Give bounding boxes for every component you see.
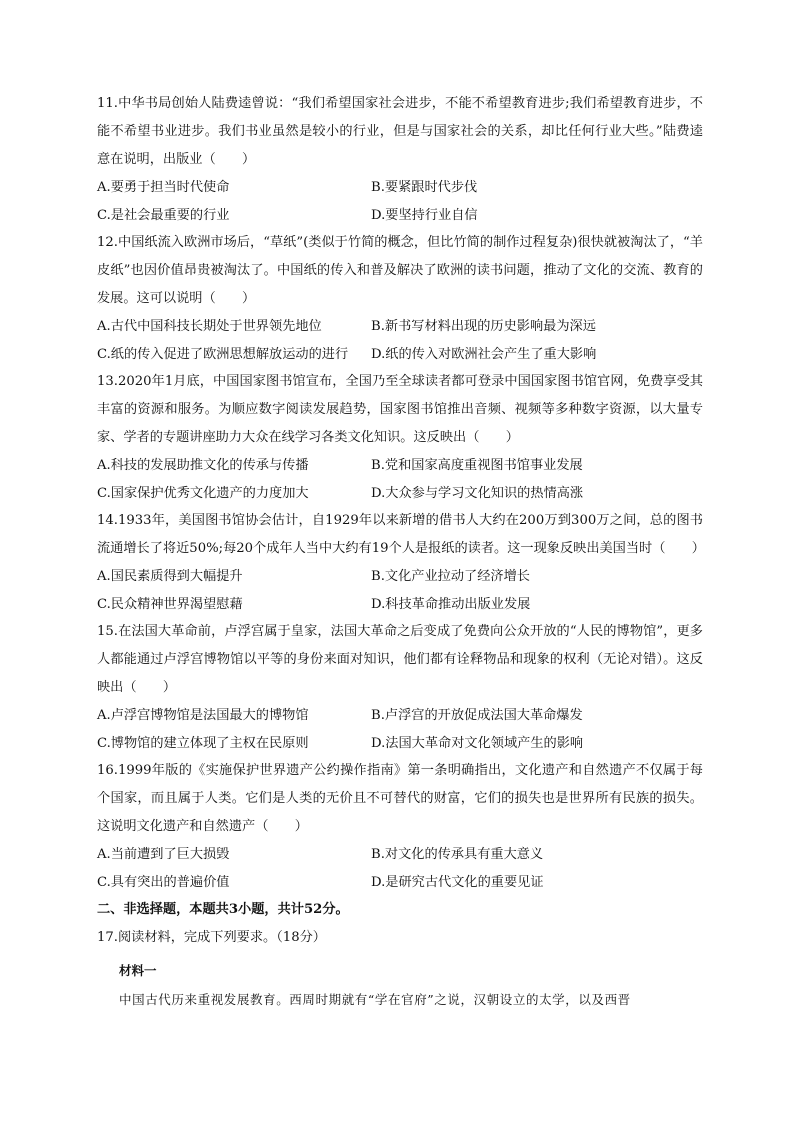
option-c: C.纸的传入促进了欧洲思想解放运动的进行	[97, 346, 349, 362]
question-stem: 11.中华书局创始人陆费逵曾说：“我们希望国家社会进步，不能不希望教育进步;我们希望教育进步，不能不希望书业进步。我们书业虽然是较小的行业，但是与国家社会的关系，却比任何行业大些。”陆费逵意在说明，出版业（ ）	[97, 96, 703, 167]
option-a: A.当前遭到了巨大损毁	[97, 847, 230, 862]
question-11	[97, 90, 703, 229]
question-stem: 14.1933年，美国图书馆协会估计，自1929年以来新增的借书人大约在200万到300万之间，总的图书流通增长了将近50%;每20个成年人当中大约有19个人是报纸的读者。这一现象反映出美国当时（ ）	[97, 513, 705, 556]
option-b: B.新书写材料出现的历史影响最为深远	[371, 319, 596, 334]
option-a: A.科技的发展助推文化的传承与传播	[97, 458, 309, 473]
section-heading: 二、非选择题，本题共3小题，共计52分。	[97, 902, 349, 917]
option-b: B.党和国家高度重视图书馆事业发展	[371, 458, 583, 473]
option-c: C.博物馆的建立体现了主权在民原则	[97, 735, 309, 751]
option-c: C.国家保护优秀文化遗产的力度加大	[97, 485, 309, 501]
option-d: D.科技革命推动出版业发展	[371, 596, 531, 612]
question-13	[97, 368, 703, 507]
options	[97, 174, 703, 229]
question-stem: 17.阅读材料，完成下列要求。（18分）	[97, 930, 326, 945]
option-a: A.国民素质得到大幅提升	[97, 569, 243, 584]
question-17	[97, 924, 703, 952]
option-c: C.是社会最重要的行业	[97, 207, 230, 223]
option-d: D.纸的传入对欧洲社会产生了重大影响	[371, 346, 597, 362]
option-d: D.是研究古代文化的重要见证	[371, 874, 544, 890]
question-14	[97, 507, 703, 618]
material-title: 材料一	[119, 963, 157, 978]
option-b: B.文化产业拉动了经济增长	[371, 569, 530, 584]
option-a: A.卢浮宫博物馆是法国最大的博物馆	[97, 708, 309, 723]
option-c: C.民众精神世界渴望慰藉	[97, 596, 243, 612]
question-stem: 13.2020年1月底，中国国家图书馆宣布，全国乃至全球读者都可登录中国国家图书馆官网，免费享受其丰富的资源和服务。为顺应数字阅读发展趋势，国家图书馆推出音频、视频等多种数字资源，以大量专家、学者的专题讲座助力大众在线学习各类文化知识。这反映出（ ）	[97, 374, 703, 445]
option-a: A.古代中国科技长期处于世界领先地位	[97, 319, 322, 334]
question-stem: 16.1999年版的《实施保护世界遗产公约操作指南》第一条明确指出，文化遗产和自然遗产不仅属于每个国家，而且属于人类。它们是人类的无价且不可替代的财富，它们的损失也是世界所有民族的损失。这说明文化遗产和自然遗产（ ）	[97, 763, 703, 834]
options	[97, 702, 703, 757]
option-d: D.大众参与学习文化知识的热情高涨	[371, 485, 584, 501]
question-16	[97, 757, 703, 896]
material-text: 中国古代历来重视发展教育。西周时期就有“学在官府”之说，汉朝设立的太学，以及西晋	[119, 992, 631, 1007]
option-d: D.法国大革命对文化领域产生的影响	[371, 735, 584, 751]
question-15	[97, 618, 703, 757]
options	[97, 452, 703, 507]
question-stem: 12.中国纸流入欧洲市场后，“草纸”(类似于竹简的概念，但比竹简的制作过程复杂)很快就被淘汰了，“羊皮纸”也因价值昂贵被淘汰了。中国纸的传入和普及解决了欧洲的读书问题，推动了文化的交流、教育的发展。这可以说明（ ）	[97, 235, 703, 306]
option-a: A.要勇于担当时代使命	[97, 180, 230, 195]
options	[97, 313, 703, 368]
question-12	[97, 229, 703, 368]
option-c: C.具有突出的普遍价值	[97, 874, 230, 890]
option-b: B.卢浮宫的开放促成法国大革命爆发	[371, 708, 583, 723]
option-d: D.要坚持行业自信	[371, 207, 478, 223]
options	[97, 563, 703, 618]
options	[97, 841, 703, 896]
content	[97, 90, 703, 1015]
option-b: B.要紧跟时代步伐	[371, 180, 478, 195]
question-stem: 15.在法国大革命前，卢浮宫属于皇家，法国大革命之后变成了免费向公众开放的“人民的博物馆”，更多人都能通过卢浮宫博物馆以平等的身份来面对知识，他们都有诠释物品和现象的权利（无论对错）。这反映出（ ）	[97, 624, 703, 695]
option-b: B.对文化的传承具有重大意义	[371, 847, 544, 862]
